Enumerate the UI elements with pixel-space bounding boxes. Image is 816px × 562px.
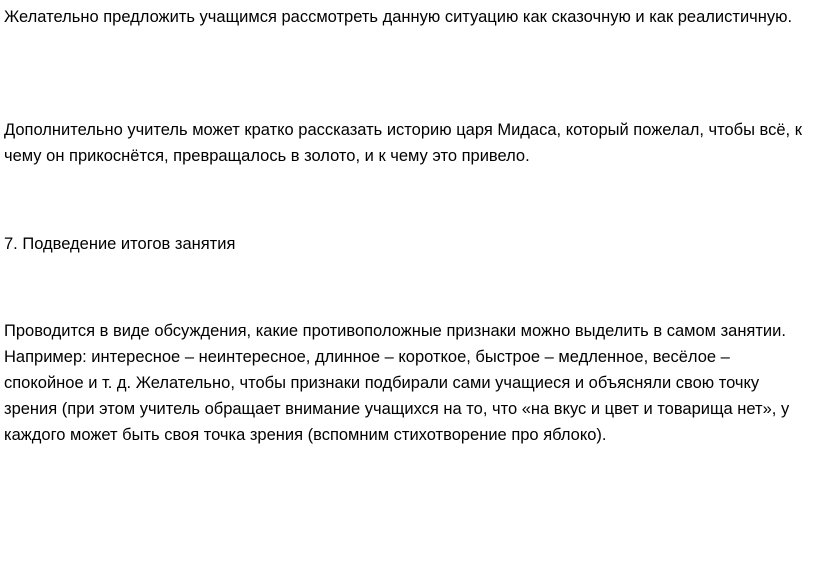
paragraph-discussion: Проводится в виде обсуждения, какие противоположные признаки можно выделить в самом занятии. Например: интересное – неинтересное, длинное – короткое, быстрое – медленное, весёлое – спокойное и т. д. Желательно, чтобы признаки подбирали сами учащиеся и объясняли свою точку зрения (при этом учитель обращает внимание учащихся на то, что «на вкус и цвет и товарища нет», у каждого может быть своя точка зрения (вспомним стихотворение про яблоко). <box>4 322 790 444</box>
section-heading-summary: 7. Подведение итогов занятия <box>4 235 236 253</box>
paragraph-midas-story: Дополнительно учитель может кратко рассказать историю царя Мидаса, который пожелал, чтобы всё, к чему он прикоснётся, превращалось в золото, и к чему это привело. <box>4 121 802 165</box>
paragraph-intro: Желательно предложить учащимся рассмотреть данную ситуацию как сказочную и как реалистичную. <box>4 8 793 26</box>
